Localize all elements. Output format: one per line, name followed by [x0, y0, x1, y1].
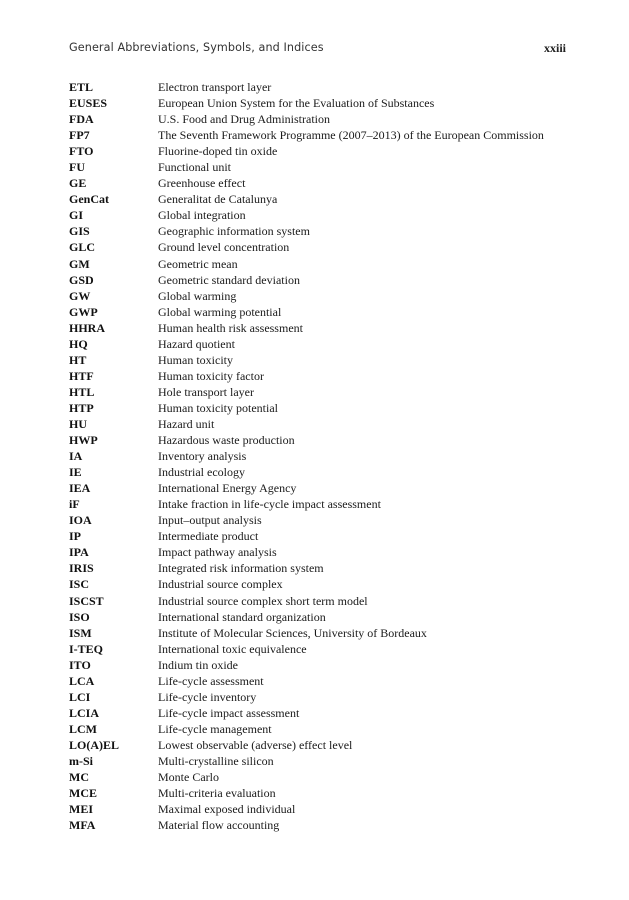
abbreviation-definition: Life-cycle assessment [158, 673, 264, 688]
abbreviation-entry [69, 689, 569, 705]
abbreviation-definition: Global warming [158, 288, 237, 303]
abbreviation-entry [69, 721, 569, 737]
abbreviation-definition: Monte Carlo [158, 770, 219, 785]
abbreviation-term: ETL [69, 80, 94, 94]
abbreviation-definition: Hole transport layer [158, 384, 254, 399]
abbreviation-definition: Industrial source complex short term model [158, 593, 368, 608]
abbreviation-term: HWP [69, 433, 98, 448]
abbreviation-term: GLC [69, 240, 96, 255]
abbreviation-entry [69, 769, 569, 785]
abbreviation-term: HT [69, 352, 87, 367]
abbreviation-term: ISM [69, 625, 92, 640]
abbreviation-term: HTP [69, 400, 94, 415]
abbreviation-definition: Generalitat de Catalunya [158, 192, 278, 207]
abbreviation-term: LCI [69, 689, 91, 704]
running-title: General Abbreviations, Symbols, and Indices [69, 41, 324, 54]
abbreviation-entry [69, 175, 569, 191]
abbreviation-entry [69, 801, 569, 817]
abbreviation-definition: Human toxicity factor [158, 368, 264, 383]
abbreviation-term: IEA [69, 481, 91, 496]
abbreviation-entry [69, 320, 569, 336]
abbreviation-term: FU [69, 160, 85, 175]
abbreviation-entry [69, 111, 569, 127]
abbreviation-entry [69, 272, 569, 288]
abbreviation-term: GE [69, 176, 87, 191]
abbreviation-definition: Indium tin oxide [158, 657, 238, 672]
abbreviation-term: LCIA [69, 705, 100, 720]
abbreviation-term: HQ [69, 336, 88, 351]
abbreviation-term: GIS [69, 224, 90, 239]
abbreviation-definition: Impact pathway analysis [158, 545, 277, 560]
abbreviation-entry [69, 673, 569, 689]
abbreviation-term: LCM [69, 721, 97, 736]
abbreviation-term: FTO [69, 144, 94, 159]
abbreviation-entry [69, 239, 569, 255]
abbreviation-entry [69, 737, 569, 753]
abbreviation-entry [69, 464, 569, 480]
abbreviation-entry [69, 496, 569, 512]
abbreviation-term: ISO [69, 609, 90, 624]
abbreviation-entry [69, 304, 569, 320]
abbreviation-term: HU [69, 416, 87, 431]
abbreviation-definition: Industrial ecology [158, 465, 245, 480]
abbreviation-term: FDA [69, 112, 94, 127]
abbreviation-entry [69, 288, 569, 304]
abbreviation-term: IP [69, 529, 81, 544]
abbreviation-definition: European Union System for the Evaluation of Substances [158, 96, 435, 111]
abbreviation-definition: Hazard quotient [158, 336, 235, 351]
abbreviation-definition: Greenhouse effect [158, 176, 246, 191]
abbreviation-term: GW [69, 288, 91, 303]
page-number: xxiii [543, 41, 566, 55]
abbreviation-entry [69, 207, 569, 223]
abbreviation-entry [69, 544, 569, 560]
abbreviation-definition: Institute of Molecular Sciences, University of Bordeaux [158, 625, 427, 640]
abbreviation-term: LCA [69, 673, 95, 688]
abbreviation-entry [69, 127, 569, 143]
abbreviation-term: MCE [69, 786, 97, 801]
abbreviation-definition: Multi-criteria evaluation [158, 786, 276, 801]
abbreviation-definition: Hazard unit [158, 416, 215, 431]
abbreviation-term: ISCST [69, 593, 104, 608]
abbreviation-definition: Human toxicity potential [158, 400, 278, 415]
abbreviation-term: HTL [69, 384, 95, 399]
abbreviation-term: ITO [69, 657, 91, 672]
abbreviation-definition: Life-cycle impact assessment [158, 705, 300, 720]
abbreviation-entry [69, 641, 569, 657]
abbreviation-term: GWP [69, 304, 98, 319]
abbreviation-entry [69, 625, 569, 641]
abbreviation-term: IRIS [69, 561, 94, 576]
abbreviation-term: iF [69, 497, 80, 512]
abbreviation-term: MEI [69, 802, 93, 817]
abbreviation-entry [69, 785, 569, 801]
abbreviation-definition: Intake fraction in life-cycle impact assessment [158, 497, 381, 512]
abbreviation-term: IE [69, 465, 82, 480]
abbreviation-definition: Human health risk assessment [158, 320, 303, 335]
abbreviation-entry [69, 448, 569, 464]
abbreviation-term: ISC [69, 577, 90, 592]
abbreviation-definition: Geometric standard deviation [158, 272, 300, 287]
abbreviation-definition: Integrated risk information system [158, 561, 324, 576]
abbreviation-definition: Life-cycle management [158, 721, 272, 736]
abbreviation-entry [69, 368, 569, 384]
abbreviation-term: m-Si [69, 753, 93, 768]
abbreviation-entry [69, 657, 569, 673]
abbreviation-entry [69, 432, 569, 448]
abbreviation-entry [69, 528, 569, 544]
abbreviation-definition: U.S. Food and Drug Administration [158, 112, 331, 127]
abbreviation-definition: Lowest observable (adverse) effect level [158, 737, 353, 752]
abbreviation-definition: Industrial source complex [158, 577, 283, 592]
abbreviation-entry [69, 753, 569, 769]
abbreviation-entry [69, 705, 569, 721]
abbreviation-definition: International standard organization [158, 609, 326, 624]
abbreviation-definition: Hazardous waste production [158, 433, 295, 448]
abbreviation-definition: Multi-crystalline silicon [158, 753, 274, 768]
running-header [69, 41, 566, 57]
abbreviation-entry [69, 256, 569, 272]
abbreviation-entry [69, 593, 569, 609]
abbreviation-entry [69, 95, 569, 111]
abbreviation-term: GI [69, 208, 84, 223]
abbreviation-term: IPA [69, 545, 89, 560]
abbreviation-term: FP7 [69, 128, 90, 143]
abbreviation-term: EUSES [69, 96, 108, 111]
abbreviation-definition: Geometric mean [158, 256, 238, 271]
abbreviation-term: MFA [69, 818, 96, 833]
abbreviation-definition: Life-cycle inventory [158, 689, 257, 704]
abbreviation-term: GSD [69, 272, 94, 287]
abbreviation-entry [69, 512, 569, 528]
abbreviation-definition: Functional unit [158, 160, 231, 175]
abbreviation-term: HTF [69, 368, 94, 383]
abbreviation-definition: Fluorine-doped tin oxide [158, 144, 278, 159]
abbreviation-definition: The Seventh Framework Programme (2007–2013) of the European Commission [158, 128, 544, 143]
abbreviation-entry [69, 384, 569, 400]
abbreviation-entry [69, 159, 569, 175]
abbreviation-entry [69, 191, 569, 207]
abbreviation-definition: Input–output analysis [158, 513, 262, 528]
abbreviation-entry [69, 143, 569, 159]
abbreviation-entry [69, 817, 569, 833]
abbreviation-entry [69, 400, 569, 416]
abbreviation-entry [69, 480, 569, 496]
abbreviation-definition: Global warming potential [158, 304, 282, 319]
abbreviation-entry [69, 352, 569, 368]
abbreviation-list [69, 79, 569, 833]
abbreviation-definition: Ground level concentration [158, 240, 290, 255]
abbreviation-term: MC [69, 770, 89, 785]
abbreviation-definition: Global integration [158, 208, 246, 223]
abbreviation-entry [69, 416, 569, 432]
abbreviation-entry [69, 223, 569, 239]
abbreviation-entry [69, 336, 569, 352]
abbreviation-term: IOA [69, 513, 92, 528]
abbreviation-definition: Geographic information system [158, 224, 310, 239]
abbreviation-definition: Maximal exposed individual [158, 802, 296, 817]
abbreviation-definition: Electron transport layer [158, 80, 272, 94]
abbreviation-entry [69, 609, 569, 625]
abbreviation-term: GM [69, 256, 90, 271]
abbreviation-definition: International toxic equivalence [158, 641, 307, 656]
abbreviation-definition: Human toxicity [158, 352, 233, 367]
abbreviation-term: GenCat [69, 192, 109, 207]
abbreviation-term: IA [69, 449, 83, 464]
abbreviation-definition: International Energy Agency [158, 481, 297, 496]
abbreviation-term: LO(A)EL [69, 737, 120, 752]
abbreviation-entry [69, 79, 569, 95]
abbreviation-entry [69, 560, 569, 576]
abbreviation-entry [69, 576, 569, 592]
abbreviation-definition: Inventory analysis [158, 449, 247, 464]
abbreviation-definition: Intermediate product [158, 529, 259, 544]
abbreviation-term: I-TEQ [69, 641, 104, 656]
abbreviation-definition: Material flow accounting [158, 818, 280, 833]
abbreviation-term: HHRA [69, 320, 105, 335]
